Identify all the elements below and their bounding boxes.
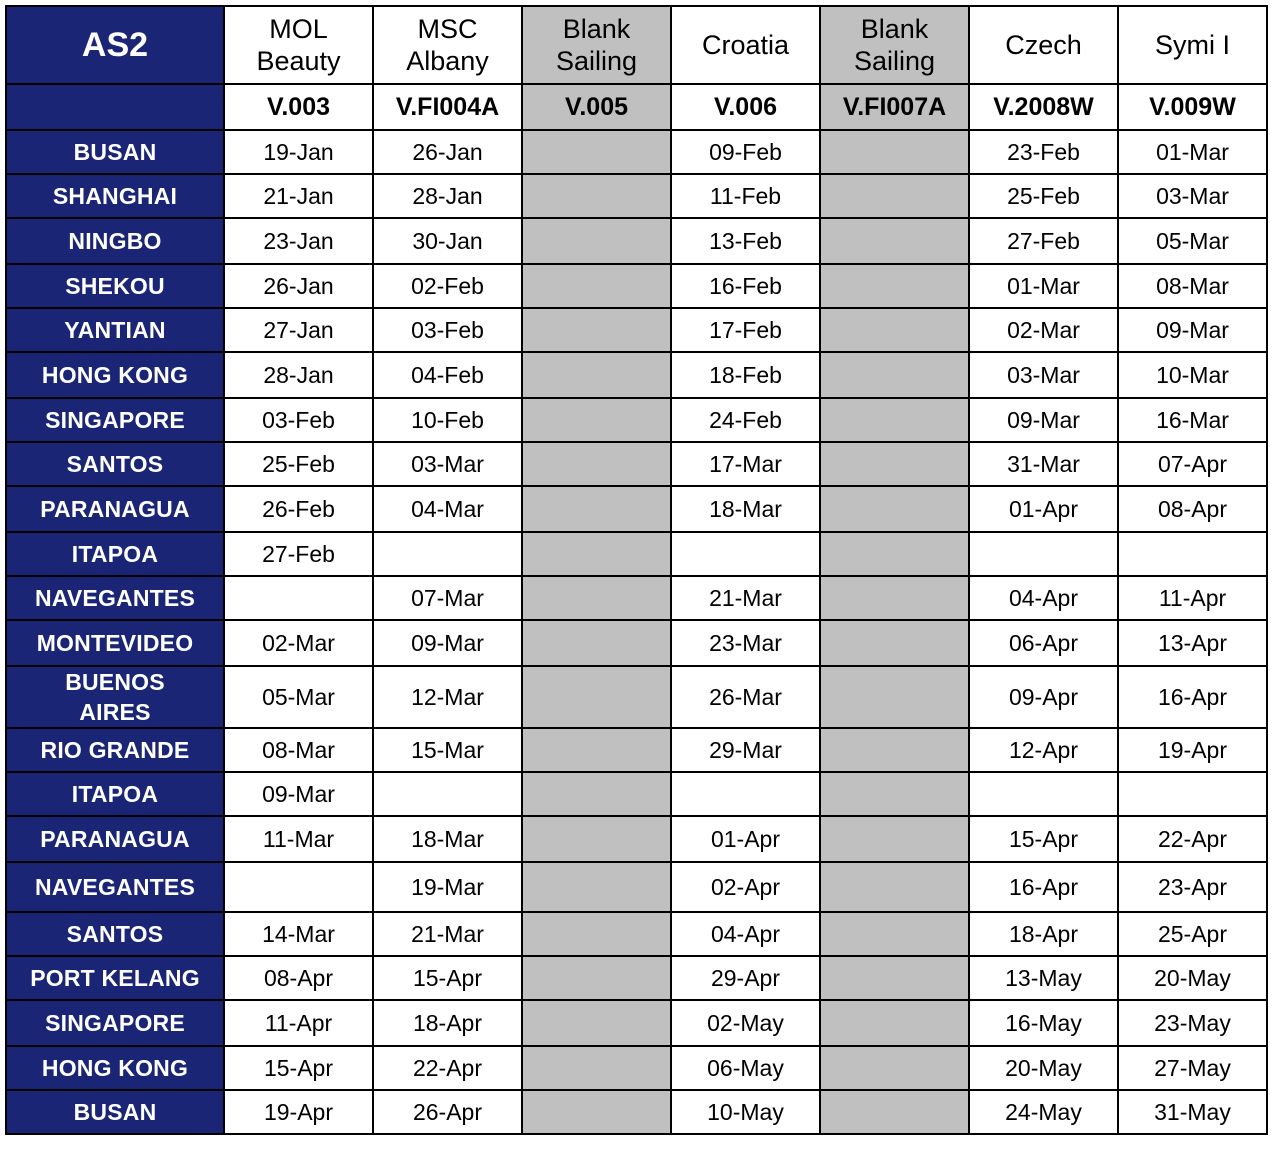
- port-row: [6, 264, 1267, 308]
- blank-sailing-cell: [522, 816, 671, 862]
- voyage-number: V.006: [671, 84, 820, 130]
- date-cell: 21-Mar: [671, 576, 820, 620]
- blank-sailing-cell: [522, 1000, 671, 1046]
- blank-sailing-cell: [820, 218, 969, 264]
- blank-sailing-cell: [522, 352, 671, 398]
- date-cell: 22-Apr: [1118, 816, 1267, 862]
- port-label: BUSAN: [73, 1099, 157, 1125]
- voyage-header-row: [6, 84, 1267, 130]
- port-label: YANTIAN: [64, 317, 166, 343]
- date-cell: 09-Feb: [671, 130, 820, 174]
- date-cell: 26-Jan: [224, 264, 373, 308]
- port-row: [6, 130, 1267, 174]
- date-cell: 25-Apr: [1118, 912, 1267, 956]
- date-cell: 17-Mar: [671, 442, 820, 486]
- port-label: SINGAPORE: [45, 1010, 185, 1036]
- blank-sailing-cell: [522, 218, 671, 264]
- blank-sailing-cell: [522, 956, 671, 1000]
- port-row: [6, 1000, 1267, 1046]
- date-cell: 03-Mar: [373, 442, 522, 486]
- date-cell: 07-Apr: [1118, 442, 1267, 486]
- date-cell: 23-Feb: [969, 130, 1118, 174]
- date-cell: 19-Apr: [1118, 728, 1267, 772]
- date-cell: 14-Mar: [224, 912, 373, 956]
- date-cell: 25-Feb: [224, 442, 373, 486]
- port-name: [6, 442, 224, 486]
- date-cell: 23-Jan: [224, 218, 373, 264]
- port-name: [6, 1090, 224, 1134]
- port-name: [6, 174, 224, 218]
- date-cell: 05-Mar: [1118, 218, 1267, 264]
- voyage-number: V.005: [522, 84, 671, 130]
- date-cell: 02-May: [671, 1000, 820, 1046]
- port-name: [6, 772, 224, 816]
- date-cell: 06-Apr: [969, 620, 1118, 666]
- port-name: [6, 1046, 224, 1090]
- port-label: ITAPOA: [71, 541, 159, 567]
- date-cell: 08-Mar: [224, 728, 373, 772]
- vessel-header-row: [6, 6, 1267, 84]
- port-name: [6, 486, 224, 532]
- date-cell: [1118, 532, 1267, 576]
- port-label: HONG KONG: [41, 1055, 189, 1081]
- port-name: [6, 620, 224, 666]
- port-row: [6, 218, 1267, 264]
- date-cell: 09-Apr: [969, 666, 1118, 728]
- date-cell: 26-Mar: [671, 666, 820, 728]
- vessel-name-header: [1118, 6, 1267, 84]
- date-cell: 02-Mar: [224, 620, 373, 666]
- date-cell: 12-Mar: [373, 666, 522, 728]
- date-cell: 01-Mar: [1118, 130, 1267, 174]
- port-row: [6, 532, 1267, 576]
- date-cell: 15-Apr: [373, 956, 522, 1000]
- date-cell: 24-May: [969, 1090, 1118, 1134]
- blank-sailing-cell: [522, 1090, 671, 1134]
- blank-sailing-cell: [820, 130, 969, 174]
- date-cell: 09-Mar: [969, 398, 1118, 442]
- date-cell: 01-Apr: [969, 486, 1118, 532]
- vessel-name: MSC Albany: [406, 14, 489, 76]
- blank-sailing-cell: [820, 308, 969, 352]
- date-cell: 23-May: [1118, 1000, 1267, 1046]
- date-cell: 27-Feb: [224, 532, 373, 576]
- date-cell: 18-Apr: [373, 1000, 522, 1046]
- port-name: [6, 130, 224, 174]
- port-name: [6, 862, 224, 912]
- date-cell: 08-Apr: [224, 956, 373, 1000]
- date-cell: 04-Mar: [373, 486, 522, 532]
- vessel-name: Czech: [1005, 30, 1082, 60]
- blank-sailing-cell: [522, 620, 671, 666]
- blank-sailing-cell: [820, 352, 969, 398]
- port-row: [6, 352, 1267, 398]
- sailing-schedule-table: [5, 5, 1268, 1135]
- blank-sailing-cell: [820, 816, 969, 862]
- blank-sailing-cell: [820, 1090, 969, 1134]
- date-cell: 09-Mar: [373, 620, 522, 666]
- vessel-name-header: [373, 6, 522, 84]
- date-cell: 01-Mar: [969, 264, 1118, 308]
- date-cell: 15-Apr: [969, 816, 1118, 862]
- port-label: BUENOS AIRES: [65, 669, 165, 725]
- date-cell: 03-Feb: [373, 308, 522, 352]
- port-name: [6, 264, 224, 308]
- blank-sailing-cell: [522, 442, 671, 486]
- blank-sailing-cell: [522, 130, 671, 174]
- blank-sailing-cell: [522, 728, 671, 772]
- date-cell: 05-Mar: [224, 666, 373, 728]
- blank-sailing-cell: [820, 862, 969, 912]
- port-name: [6, 308, 224, 352]
- date-cell: 01-Apr: [671, 816, 820, 862]
- blank-sailing-cell: [820, 442, 969, 486]
- vessel-name: Blank Sailing: [555, 14, 638, 76]
- service-name: AS2: [6, 6, 224, 84]
- date-cell: 21-Mar: [373, 912, 522, 956]
- vessel-name-header: [224, 6, 373, 84]
- blank-sailing-cell: [522, 576, 671, 620]
- schedule-body: [6, 6, 1267, 1134]
- blank-sailing-cell: [820, 728, 969, 772]
- port-row: [6, 174, 1267, 218]
- date-cell: 07-Mar: [373, 576, 522, 620]
- blank-sailing-header: [820, 6, 969, 84]
- date-cell: 11-Apr: [224, 1000, 373, 1046]
- date-cell: 28-Jan: [373, 174, 522, 218]
- date-cell: 18-Apr: [969, 912, 1118, 956]
- port-row: [6, 620, 1267, 666]
- blank-sailing-cell: [820, 956, 969, 1000]
- date-cell: 23-Mar: [671, 620, 820, 666]
- port-row: [6, 956, 1267, 1000]
- port-name: [6, 816, 224, 862]
- port-row: [6, 862, 1267, 912]
- port-row: [6, 666, 1267, 728]
- port-label: SHANGHAI: [52, 183, 178, 209]
- blank-sailing-cell: [522, 264, 671, 308]
- date-cell: 10-May: [671, 1090, 820, 1134]
- date-cell: 02-Apr: [671, 862, 820, 912]
- date-cell: 10-Mar: [1118, 352, 1267, 398]
- date-cell: 03-Mar: [969, 352, 1118, 398]
- date-cell: 09-Mar: [224, 772, 373, 816]
- date-cell: 18-Mar: [671, 486, 820, 532]
- date-cell: 11-Apr: [1118, 576, 1267, 620]
- port-label: RIO GRANDE: [40, 737, 190, 763]
- date-cell: [671, 532, 820, 576]
- port-label: NINGBO: [68, 228, 162, 254]
- voyage-number: V.009W: [1118, 84, 1267, 130]
- date-cell: 13-Apr: [1118, 620, 1267, 666]
- port-label: SHEKOU: [65, 273, 165, 299]
- date-cell: 31-Mar: [969, 442, 1118, 486]
- blank-sailing-cell: [522, 398, 671, 442]
- vessel-name-header: [671, 6, 820, 84]
- port-row: [6, 816, 1267, 862]
- date-cell: 06-May: [671, 1046, 820, 1090]
- blank-sailing-cell: [522, 308, 671, 352]
- port-label: NAVEGANTES: [34, 874, 196, 900]
- date-cell: 10-Feb: [373, 398, 522, 442]
- port-label: PARANAGUA: [40, 826, 190, 852]
- date-cell: 20-May: [1118, 956, 1267, 1000]
- blank-sailing-cell: [820, 666, 969, 728]
- date-cell: 20-May: [969, 1046, 1118, 1090]
- blank-sailing-cell: [820, 1046, 969, 1090]
- blank-sailing-cell: [820, 174, 969, 218]
- blank-sailing-cell: [820, 264, 969, 308]
- blank-sailing-cell: [820, 620, 969, 666]
- date-cell: 09-Mar: [1118, 308, 1267, 352]
- port-row: [6, 912, 1267, 956]
- vessel-name: Blank Sailing: [853, 14, 936, 76]
- port-row: [6, 728, 1267, 772]
- blank-sailing-cell: [820, 912, 969, 956]
- date-cell: [224, 862, 373, 912]
- date-cell: 31-May: [1118, 1090, 1267, 1134]
- blank-sailing-cell: [820, 532, 969, 576]
- port-name: [6, 576, 224, 620]
- voyage-number: V.FI007A: [820, 84, 969, 130]
- port-label: SINGAPORE: [45, 407, 185, 433]
- port-label: PARANAGUA: [40, 496, 190, 522]
- port-row: [6, 772, 1267, 816]
- date-cell: [969, 532, 1118, 576]
- date-cell: 23-Apr: [1118, 862, 1267, 912]
- port-name: [6, 398, 224, 442]
- blank-sailing-cell: [820, 772, 969, 816]
- vessel-name: Symi I: [1154, 30, 1230, 60]
- blank-sailing-cell: [522, 532, 671, 576]
- port-row: [6, 1090, 1267, 1134]
- date-cell: 03-Feb: [224, 398, 373, 442]
- date-cell: 26-Jan: [373, 130, 522, 174]
- date-cell: 02-Feb: [373, 264, 522, 308]
- port-name: [6, 352, 224, 398]
- date-cell: 19-Mar: [373, 862, 522, 912]
- voyage-number: V.2008W: [969, 84, 1118, 130]
- blank-sailing-cell: [522, 1046, 671, 1090]
- port-name: [6, 218, 224, 264]
- date-cell: 11-Feb: [671, 174, 820, 218]
- date-cell: 04-Apr: [969, 576, 1118, 620]
- date-cell: 18-Feb: [671, 352, 820, 398]
- vessel-name-header: [969, 6, 1118, 84]
- date-cell: 27-May: [1118, 1046, 1267, 1090]
- voyage-corner: [6, 84, 224, 130]
- port-label: SANTOS: [66, 921, 164, 947]
- date-cell: [1118, 772, 1267, 816]
- date-cell: 02-Mar: [969, 308, 1118, 352]
- date-cell: 19-Apr: [224, 1090, 373, 1134]
- date-cell: 03-Mar: [1118, 174, 1267, 218]
- date-cell: 21-Jan: [224, 174, 373, 218]
- port-row: [6, 308, 1267, 352]
- date-cell: 16-Feb: [671, 264, 820, 308]
- date-cell: 16-May: [969, 1000, 1118, 1046]
- port-name: [6, 1000, 224, 1046]
- date-cell: [373, 772, 522, 816]
- date-cell: 04-Feb: [373, 352, 522, 398]
- port-label: BUSAN: [73, 139, 157, 165]
- date-cell: 11-Mar: [224, 816, 373, 862]
- date-cell: 26-Feb: [224, 486, 373, 532]
- date-cell: 18-Mar: [373, 816, 522, 862]
- voyage-number: V.003: [224, 84, 373, 130]
- date-cell: 17-Feb: [671, 308, 820, 352]
- port-row: [6, 576, 1267, 620]
- port-row: [6, 442, 1267, 486]
- blank-sailing-cell: [820, 576, 969, 620]
- blank-sailing-cell: [522, 912, 671, 956]
- voyage-number: V.FI004A: [373, 84, 522, 130]
- date-cell: 29-Apr: [671, 956, 820, 1000]
- blank-sailing-cell: [820, 486, 969, 532]
- port-label: PORT KELANG: [30, 965, 200, 991]
- date-cell: [671, 772, 820, 816]
- date-cell: 15-Mar: [373, 728, 522, 772]
- date-cell: 15-Apr: [224, 1046, 373, 1090]
- date-cell: 30-Jan: [373, 218, 522, 264]
- blank-sailing-cell: [820, 398, 969, 442]
- date-cell: 16-Apr: [1118, 666, 1267, 728]
- port-row: [6, 398, 1267, 442]
- blank-sailing-cell: [522, 666, 671, 728]
- port-name: [6, 912, 224, 956]
- date-cell: 04-Apr: [671, 912, 820, 956]
- date-cell: 16-Mar: [1118, 398, 1267, 442]
- blank-sailing-cell: [522, 772, 671, 816]
- port-row: [6, 1046, 1267, 1090]
- date-cell: 08-Mar: [1118, 264, 1267, 308]
- date-cell: 25-Feb: [969, 174, 1118, 218]
- port-name: [6, 666, 224, 728]
- port-label: NAVEGANTES: [34, 585, 196, 611]
- blank-sailing-cell: [522, 486, 671, 532]
- date-cell: 16-Apr: [969, 862, 1118, 912]
- vessel-name: MOL Beauty: [256, 14, 341, 76]
- date-cell: 26-Apr: [373, 1090, 522, 1134]
- port-label: SANTOS: [66, 451, 164, 477]
- date-cell: 08-Apr: [1118, 486, 1267, 532]
- port-name: [6, 956, 224, 1000]
- port-label: ITAPOA: [71, 781, 159, 807]
- date-cell: 29-Mar: [671, 728, 820, 772]
- blank-sailing-cell: [522, 174, 671, 218]
- date-cell: 13-Feb: [671, 218, 820, 264]
- port-name: [6, 728, 224, 772]
- port-row: [6, 486, 1267, 532]
- date-cell: 12-Apr: [969, 728, 1118, 772]
- date-cell: 22-Apr: [373, 1046, 522, 1090]
- date-cell: 24-Feb: [671, 398, 820, 442]
- port-name: [6, 532, 224, 576]
- date-cell: 27-Jan: [224, 308, 373, 352]
- date-cell: 27-Feb: [969, 218, 1118, 264]
- date-cell: 13-May: [969, 956, 1118, 1000]
- date-cell: 19-Jan: [224, 130, 373, 174]
- date-cell: [224, 576, 373, 620]
- port-label: HONG KONG: [41, 362, 189, 388]
- date-cell: [969, 772, 1118, 816]
- date-cell: [373, 532, 522, 576]
- blank-sailing-cell: [820, 1000, 969, 1046]
- date-cell: 28-Jan: [224, 352, 373, 398]
- vessel-name: Croatia: [701, 30, 790, 60]
- blank-sailing-cell: [522, 862, 671, 912]
- port-label: MONTEVIDEO: [36, 630, 194, 656]
- blank-sailing-header: [522, 6, 671, 84]
